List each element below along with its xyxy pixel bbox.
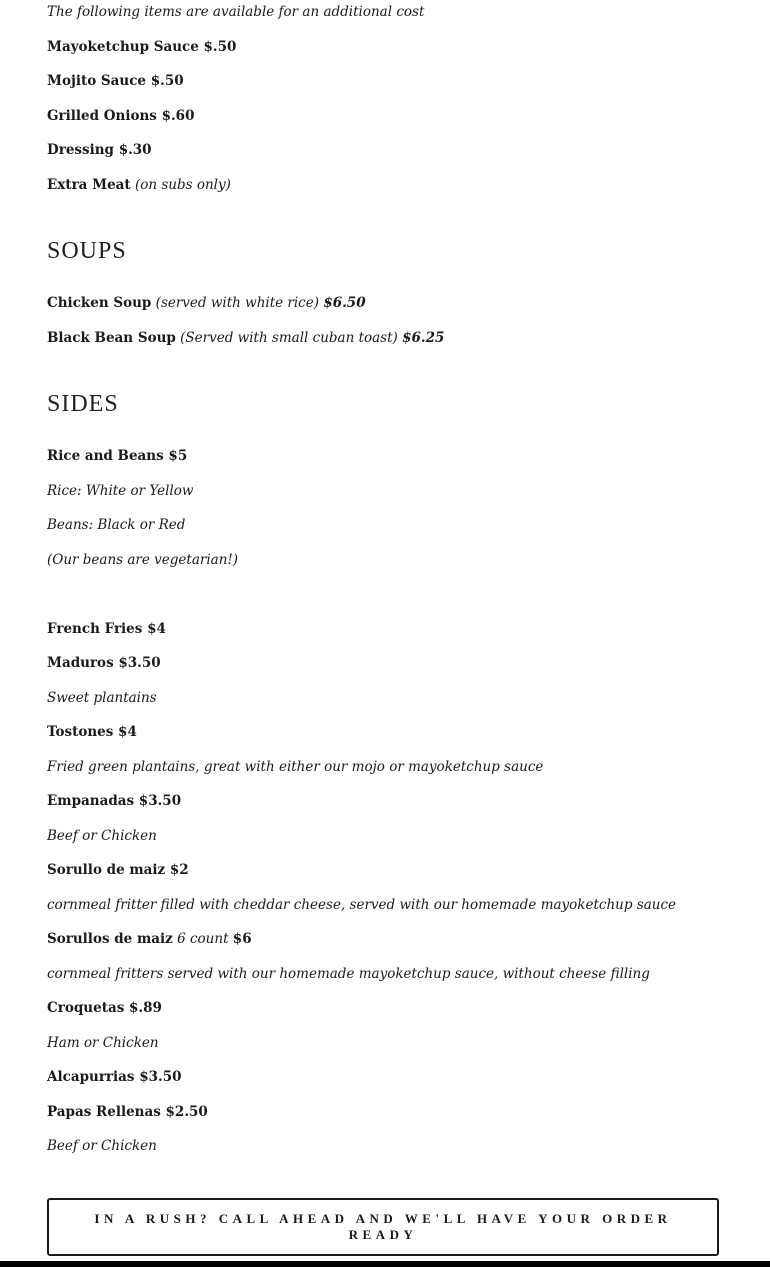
soups-heading: SOUPS xyxy=(47,238,127,264)
side-croquetas: Croquetas $.89 xyxy=(47,1000,162,1016)
sorullos-price: $6 xyxy=(232,931,252,947)
side-maduros-desc: Sweet plantains xyxy=(47,690,157,706)
extra-item-extra-meat xyxy=(47,175,231,195)
extra-item-grilled-onions: Grilled Onions $.60 xyxy=(47,108,195,124)
side-sorullos-desc: cornmeal fritters served with our homemade mayoketchup sauce, without cheese filling xyxy=(47,966,650,982)
side-rice-options: Rice: White or Yellow xyxy=(47,483,194,499)
side-sorullos xyxy=(47,929,252,949)
extra-meat-name: Extra Meat xyxy=(47,177,131,193)
sorullos-name: Sorullos de maiz xyxy=(47,931,173,947)
footer-bar xyxy=(0,1261,770,1267)
call-ahead-button[interactable] xyxy=(47,1198,719,1256)
side-empanadas: Empanadas $3.50 xyxy=(47,793,182,809)
soup-price: $6.25 xyxy=(402,330,445,346)
soup-note: (Served with small cuban toast) xyxy=(180,330,398,346)
extra-item-mojito: Mojito Sauce $.50 xyxy=(47,73,184,89)
side-french-fries: French Fries $4 xyxy=(47,621,166,637)
side-tostones: Tostones $4 xyxy=(47,724,137,740)
call-ahead-label: IN A RUSH? CALL AHEAD AND WE'LL HAVE YOUR ORDER READY xyxy=(94,1211,672,1242)
soup-name: Chicken Soup xyxy=(47,295,152,311)
soup-note: (served with white rice) xyxy=(155,295,320,311)
soup-price: $6.50 xyxy=(323,295,366,311)
side-tostones-desc: Fried green plantains, great with either our mojo or mayoketchup sauce xyxy=(47,759,544,775)
sides-heading: SIDES xyxy=(47,391,119,417)
side-alcapurrias: Alcapurrias $3.50 xyxy=(47,1069,182,1085)
side-beans-note: (Our beans are vegetarian!) xyxy=(47,552,239,568)
extra-item-dressing: Dressing $.30 xyxy=(47,142,152,158)
side-papas-rellenas: Papas Rellenas $2.50 xyxy=(47,1104,208,1120)
side-maduros: Maduros $3.50 xyxy=(47,655,161,671)
extras-intro: The following items are available for an additional cost xyxy=(47,4,425,20)
soup-name: Black Bean Soup xyxy=(47,330,176,346)
side-sorullo-desc: cornmeal fritter filled with cheddar cheese, served with our homemade mayoketchup sauce xyxy=(47,897,676,913)
side-croquetas-desc: Ham or Chicken xyxy=(47,1035,159,1051)
extra-meat-note: (on subs only) xyxy=(134,177,231,193)
soup-item-chicken xyxy=(47,293,366,313)
side-rice-beans: Rice and Beans $5 xyxy=(47,448,188,464)
soup-item-black-bean xyxy=(47,328,444,348)
side-papas-desc: Beef or Chicken xyxy=(47,1138,157,1154)
extra-item-mayoketchup: Mayoketchup Sauce $.50 xyxy=(47,39,237,55)
side-sorullo: Sorullo de maiz $2 xyxy=(47,862,189,878)
side-empanadas-desc: Beef or Chicken xyxy=(47,828,157,844)
side-beans-options: Beans: Black or Red xyxy=(47,517,186,533)
sorullos-count: 6 count xyxy=(177,931,229,947)
